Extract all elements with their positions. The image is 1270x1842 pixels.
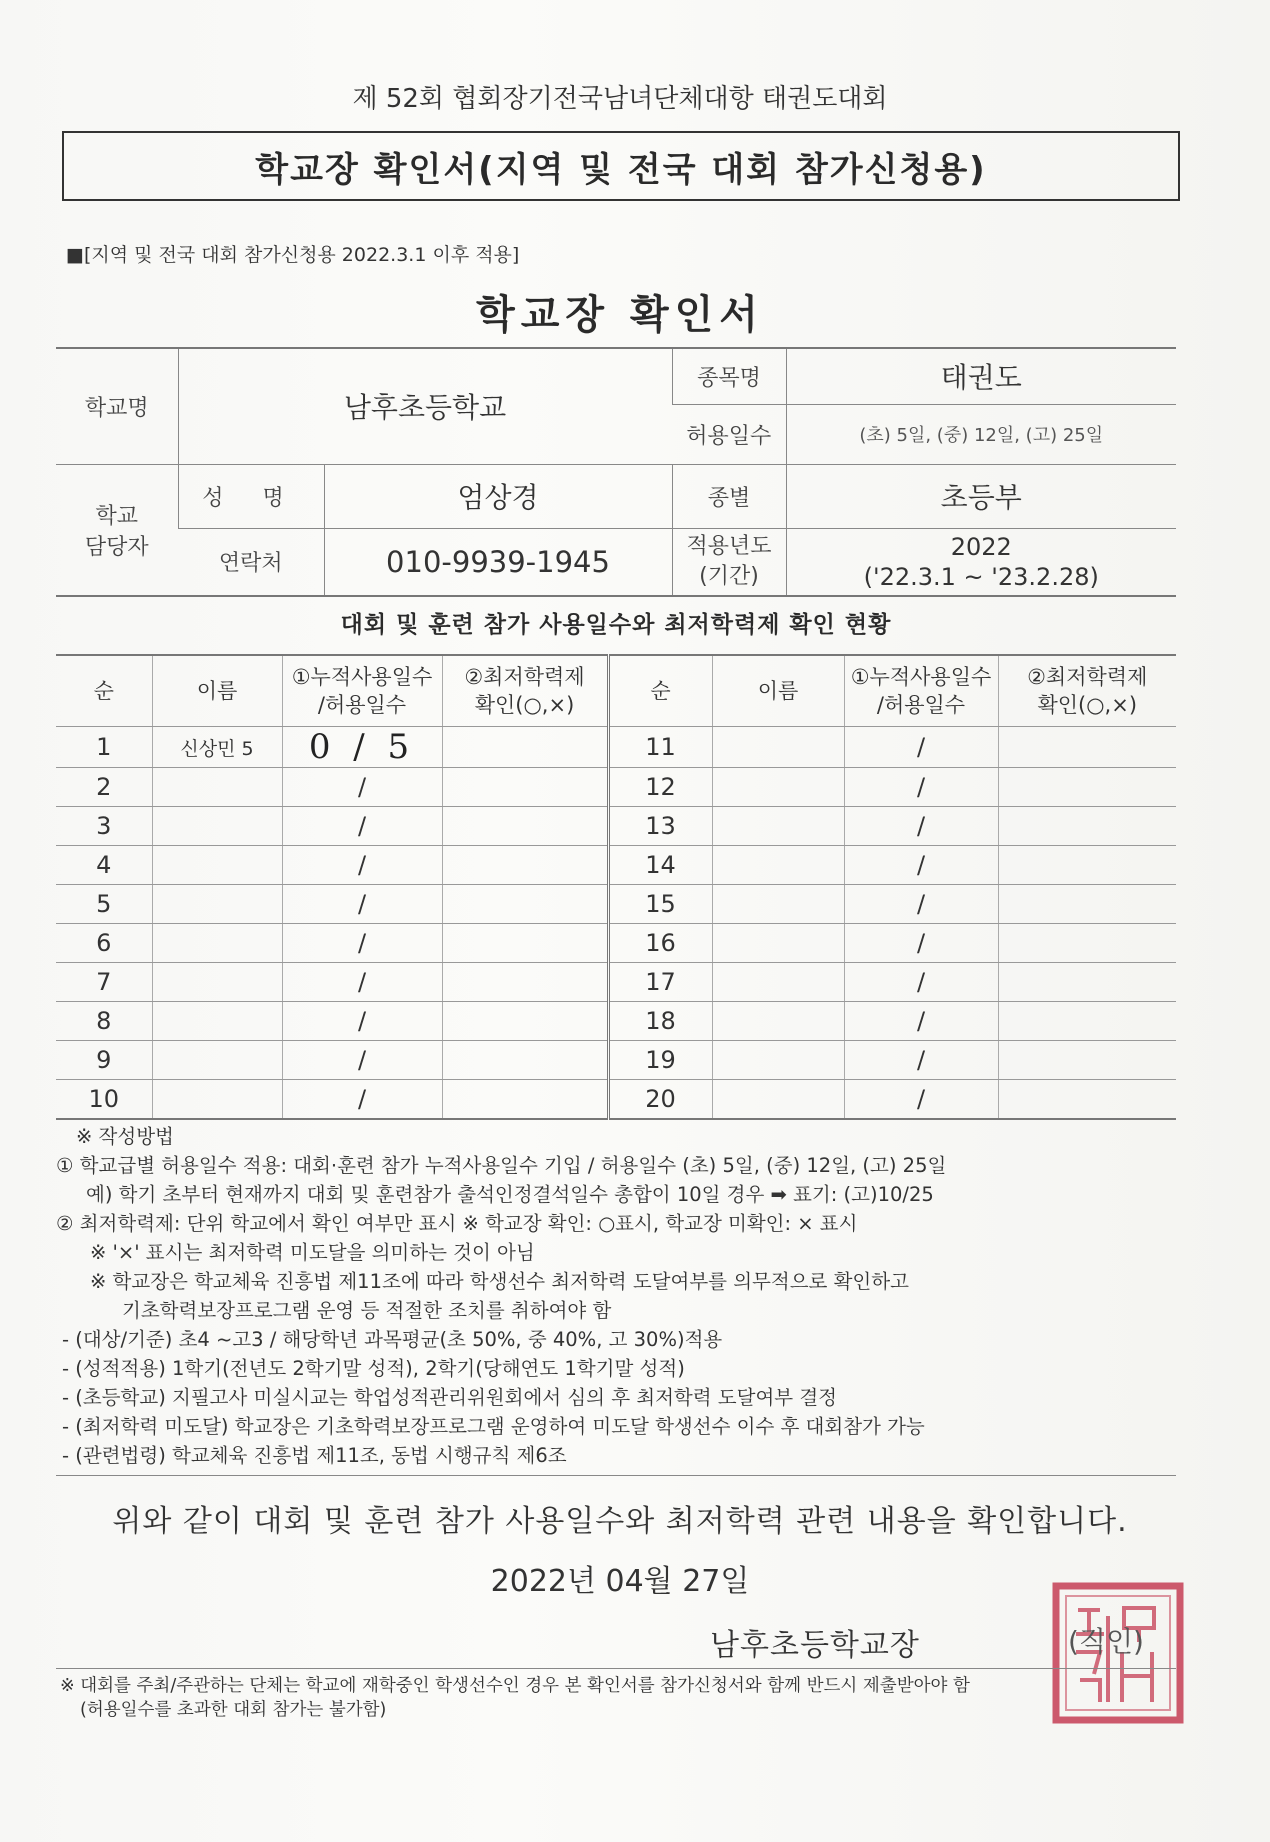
used-days-cell: / bbox=[844, 768, 998, 807]
header-min-line2: 확인(○,×) bbox=[474, 693, 575, 717]
school-name-value: 남후초등학교 bbox=[178, 348, 672, 464]
writing-guide bbox=[56, 1122, 1182, 1470]
used-days-cell: / bbox=[844, 963, 998, 1002]
min-academic-cell bbox=[998, 1041, 1176, 1080]
seq-cell: 20 bbox=[608, 1080, 712, 1120]
sport-value: 태권도 bbox=[786, 348, 1176, 404]
min-academic-cell bbox=[998, 963, 1176, 1002]
header-min-right-line2: 확인(○,×) bbox=[1037, 693, 1138, 717]
seq-cell: 5 bbox=[56, 885, 152, 924]
student-name-cell bbox=[152, 807, 282, 846]
category-value: 초등부 bbox=[786, 464, 1176, 528]
used-days-cell: / bbox=[282, 1080, 442, 1120]
applicability-note: ■[지역 및 전국 대회 참가신청용 2022.3.1 이후 적용] bbox=[66, 244, 520, 266]
seq-cell: 7 bbox=[56, 963, 152, 1002]
header-min bbox=[442, 655, 608, 727]
footer-note bbox=[60, 1674, 1190, 1722]
issue-date: 2022년 04월 27일 bbox=[490, 1564, 750, 1599]
seq-cell: 10 bbox=[56, 1080, 152, 1120]
min-academic-cell bbox=[442, 963, 608, 1002]
student-name-cell bbox=[152, 768, 282, 807]
allowed-days-value: (초) 5일, (중) 12일, (고) 25일 bbox=[786, 404, 1176, 464]
seq-cell: 9 bbox=[56, 1041, 152, 1080]
seq-cell: 8 bbox=[56, 1002, 152, 1041]
header-used-right-line2: /허용일수 bbox=[876, 693, 966, 717]
footer-line: (허용일수를 초과한 대회 참가는 불가함) bbox=[80, 1700, 387, 1720]
category-label: 종별 bbox=[672, 464, 786, 528]
name-label: 성 명 bbox=[178, 464, 324, 528]
principal-signature: 남후초등학교장 bbox=[710, 1628, 920, 1663]
confirmation-statement: 위와 같이 대회 및 훈련 참가 사용일수와 최저학력 관련 내용을 확인합니다. bbox=[112, 1504, 1128, 1539]
guide-line: - (초등학교) 지필고사 미실시교는 학업성적관리위원회에서 심의 후 최저학력 도달여부 결정 bbox=[62, 1386, 838, 1409]
event-title: 제 52회 협회장기전국남녀단체대항 태권도대회 bbox=[352, 84, 888, 114]
contact-person-label bbox=[56, 464, 178, 596]
table-row bbox=[56, 846, 1176, 885]
footer-line: ※ 대회를 주최/주관하는 단체는 학교에 재학중인 학생선수인 경우 본 확인서를 참가신청서와 함께 반드시 제출받아야 함 bbox=[60, 1676, 970, 1696]
used-days-cell: / bbox=[282, 768, 442, 807]
year-label-line2: (기간) bbox=[699, 563, 759, 589]
student-name-cell bbox=[712, 1080, 844, 1120]
guide-line: - (성적적용) 1학기(전년도 2학기말 성적), 2학기(당해연도 1학기말 성적) bbox=[62, 1357, 685, 1380]
min-academic-cell bbox=[442, 846, 608, 885]
table-row bbox=[56, 1080, 1176, 1120]
contact-person-label-line1: 학교 bbox=[95, 503, 138, 529]
table-row bbox=[56, 1041, 1176, 1080]
seq-cell: 16 bbox=[608, 924, 712, 963]
header-used-right bbox=[844, 655, 998, 727]
min-academic-cell bbox=[442, 924, 608, 963]
table-row bbox=[56, 885, 1176, 924]
guide-line: - (관련법령) 학교체육 진흥법 제11조, 동법 시행규칙 제6조 bbox=[62, 1444, 567, 1467]
student-name-cell bbox=[712, 1002, 844, 1041]
header-name-right: 이름 bbox=[712, 655, 844, 727]
header-seq: 순 bbox=[56, 655, 152, 727]
min-academic-cell bbox=[998, 768, 1176, 807]
seq-cell: 6 bbox=[56, 924, 152, 963]
student-name-cell bbox=[712, 768, 844, 807]
guide-line: ※ 학교장은 학교체육 진흥법 제11조에 따라 학생선수 최저학력 도달여부를 의무적으로 확인하고 bbox=[90, 1270, 909, 1293]
min-academic-cell bbox=[442, 1002, 608, 1041]
min-academic-cell bbox=[998, 885, 1176, 924]
year-label bbox=[672, 528, 786, 596]
seq-cell: 2 bbox=[56, 768, 152, 807]
min-academic-cell bbox=[998, 727, 1176, 768]
used-days-cell: / bbox=[282, 846, 442, 885]
student-name-cell bbox=[152, 885, 282, 924]
guide-line: ② 최저학력제: 단위 학교에서 확인 여부만 표시 ※ 학교장 확인: ○표시, 학교장 미확인: × 표시 bbox=[56, 1212, 858, 1235]
used-days-cell: / bbox=[844, 846, 998, 885]
guide-line: - (최저학력 미도달) 학교장은 기초학력보장프로그램 운영하여 미도달 학생선수 이수 후 대회참가 가능 bbox=[62, 1415, 925, 1438]
header-used-right-line1: ①누적사용일수 bbox=[850, 665, 992, 689]
divider bbox=[56, 1668, 1176, 1669]
min-academic-cell bbox=[998, 924, 1176, 963]
used-days-cell: / bbox=[282, 924, 442, 963]
student-name-cell bbox=[712, 963, 844, 1002]
guide-line: 기초학력보장프로그램 운영 등 적절한 조치를 취하여야 함 bbox=[122, 1299, 612, 1322]
header-min-right-line1: ②최저학력제 bbox=[1027, 665, 1148, 689]
header-name: 이름 bbox=[152, 655, 282, 727]
student-name-cell bbox=[712, 885, 844, 924]
table-row bbox=[56, 727, 1176, 768]
school-name-label: 학교명 bbox=[56, 348, 178, 464]
min-academic-cell bbox=[998, 1080, 1176, 1120]
guide-line: ① 학교급별 허용일수 적용: 대회·훈련 참가 누적사용일수 기입 / 허용일수 (초) 5일, (중) 12일, (고) 25일 bbox=[56, 1154, 947, 1177]
used-days-cell: 0 / 5 bbox=[282, 727, 442, 768]
guide-heading: ※ 작성방법 bbox=[76, 1125, 174, 1148]
used-days-cell: / bbox=[844, 727, 998, 768]
used-days-cell: / bbox=[282, 885, 442, 924]
table-row bbox=[56, 807, 1176, 846]
student-name-cell bbox=[712, 807, 844, 846]
seq-cell: 12 bbox=[608, 768, 712, 807]
table-header-row bbox=[56, 655, 1176, 727]
year-label-line1: 적용년도 bbox=[686, 533, 772, 559]
contact-person-label-line2: 담당자 bbox=[84, 534, 149, 560]
min-academic-cell bbox=[998, 807, 1176, 846]
year-value: 2022 bbox=[950, 532, 1012, 561]
table-row bbox=[56, 963, 1176, 1002]
guide-line: ※ '×' 표시는 최저학력 미도달을 의미하는 것이 아님 bbox=[90, 1241, 535, 1264]
used-days-cell: / bbox=[282, 963, 442, 1002]
used-days-cell: / bbox=[844, 885, 998, 924]
school-info-table bbox=[56, 347, 1176, 597]
min-academic-cell bbox=[442, 768, 608, 807]
seq-cell: 17 bbox=[608, 963, 712, 1002]
min-academic-cell bbox=[442, 807, 608, 846]
seq-cell: 18 bbox=[608, 1002, 712, 1041]
student-name-cell bbox=[152, 846, 282, 885]
used-days-cell: / bbox=[844, 807, 998, 846]
student-name-cell bbox=[712, 846, 844, 885]
student-name-cell bbox=[152, 924, 282, 963]
student-name-cell: 신상민 5 bbox=[152, 727, 282, 768]
min-academic-cell bbox=[442, 727, 608, 768]
header-used-line2: /허용일수 bbox=[317, 693, 407, 717]
divider bbox=[56, 1475, 1176, 1476]
header-used bbox=[282, 655, 442, 727]
min-academic-cell bbox=[442, 1080, 608, 1120]
student-name-cell bbox=[712, 1041, 844, 1080]
seq-cell: 3 bbox=[56, 807, 152, 846]
used-days-cell: / bbox=[844, 1041, 998, 1080]
header-min-right bbox=[998, 655, 1176, 727]
phone-value: 010-9939-1945 bbox=[324, 528, 672, 596]
student-name-cell bbox=[152, 963, 282, 1002]
table-row bbox=[56, 924, 1176, 963]
used-days-cell: / bbox=[282, 807, 442, 846]
student-name-cell bbox=[712, 924, 844, 963]
table-row bbox=[56, 1002, 1176, 1041]
allowed-days-label: 허용일수 bbox=[672, 404, 786, 464]
header-min-line1: ②최저학력제 bbox=[464, 665, 585, 689]
seq-cell: 14 bbox=[608, 846, 712, 885]
document-title: 학교장 확인서 bbox=[476, 292, 764, 338]
seq-cell: 13 bbox=[608, 807, 712, 846]
min-academic-cell bbox=[998, 846, 1176, 885]
used-days-cell: / bbox=[282, 1041, 442, 1080]
student-name-cell bbox=[152, 1041, 282, 1080]
min-academic-cell bbox=[442, 885, 608, 924]
min-academic-cell bbox=[998, 1002, 1176, 1041]
seq-cell: 15 bbox=[608, 885, 712, 924]
student-name-cell bbox=[152, 1080, 282, 1120]
used-days-cell: / bbox=[844, 1002, 998, 1041]
name-value: 엄상경 bbox=[324, 464, 672, 528]
seq-cell: 1 bbox=[56, 727, 152, 768]
student-name-cell bbox=[152, 1002, 282, 1041]
used-days-cell: / bbox=[844, 924, 998, 963]
used-days-cell: / bbox=[844, 1080, 998, 1120]
seq-cell: 11 bbox=[608, 727, 712, 768]
guide-line: 예) 학기 초부터 현재까지 대회 및 훈련참가 출석인정결석일수 총합이 10일 경우 ➡ 표기: (고)10/25 bbox=[86, 1183, 934, 1206]
header-seq-right: 순 bbox=[608, 655, 712, 727]
seal-label: (직인) bbox=[1068, 1625, 1144, 1658]
phone-label: 연락처 bbox=[178, 528, 324, 596]
period-value: ('22.3.1 ~ '23.2.28) bbox=[863, 562, 1099, 591]
seq-cell: 19 bbox=[608, 1041, 712, 1080]
status-section-title: 대회 및 훈련 참가 사용일수와 최저학력제 확인 현황 bbox=[340, 612, 892, 638]
main-title: 학교장 확인서(지역 및 전국 대회 참가신청용) bbox=[62, 131, 1180, 201]
header-used-line1: ①누적사용일수 bbox=[291, 665, 433, 689]
year-value-cell bbox=[786, 528, 1176, 596]
min-academic-cell bbox=[442, 1041, 608, 1080]
used-days-cell: / bbox=[282, 1002, 442, 1041]
table-row bbox=[56, 768, 1176, 807]
seq-cell: 4 bbox=[56, 846, 152, 885]
guide-line: - (대상/기준) 초4 ~고3 / 해당학년 과목평균(초 50%, 중 40%, 고 30%)적용 bbox=[62, 1328, 723, 1351]
student-name-cell bbox=[712, 727, 844, 768]
participation-table bbox=[56, 654, 1176, 1120]
sport-label: 종목명 bbox=[672, 348, 786, 404]
